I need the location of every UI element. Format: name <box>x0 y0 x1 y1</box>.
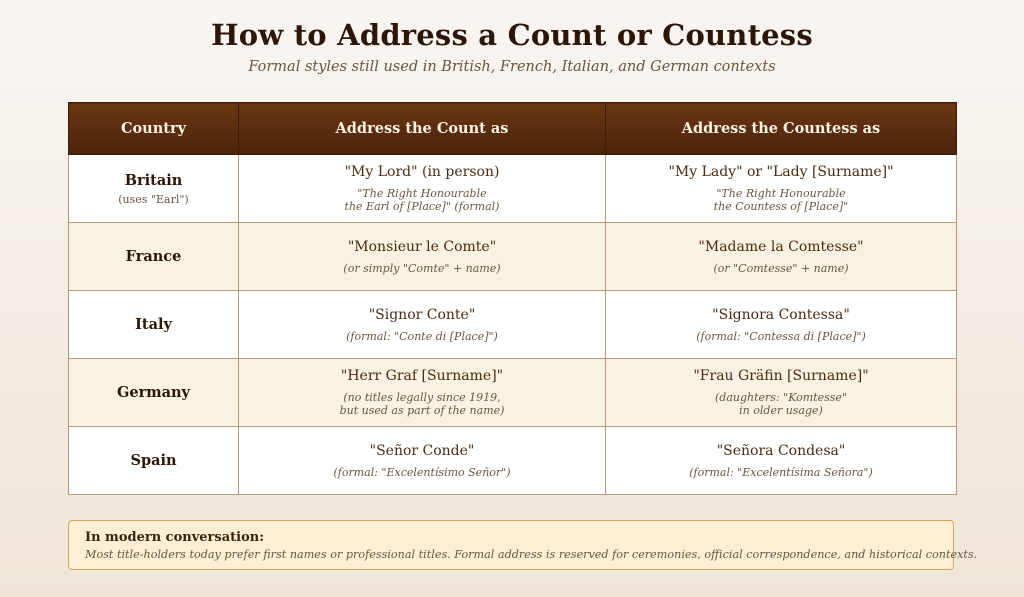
count-address-cell <box>239 359 606 427</box>
table-row <box>69 223 957 291</box>
country-cell <box>69 359 239 427</box>
note-text: Most title-holders today prefer first names or professional titles. Formal address is reserved for ceremonies, official correspondence, and historical contexts. <box>85 548 978 561</box>
table-row <box>69 291 957 359</box>
count-address-cell <box>239 291 606 359</box>
countess-address-cell <box>606 223 957 291</box>
countess-address-cell <box>606 155 957 223</box>
countess-address-note <box>612 391 950 417</box>
countess-address-note <box>612 466 950 479</box>
note-line: (formal: "Contessa di [Place]") <box>696 329 866 343</box>
count-address-note <box>245 187 599 213</box>
count-address-note <box>245 262 599 275</box>
note-line: (formal: "Excelentísima Señora") <box>689 465 873 479</box>
note-line: "The Right Honourable <box>357 187 487 200</box>
countess-address-note <box>612 330 950 343</box>
page-title: How to Address a Count or Countess <box>211 18 813 52</box>
country-name: Britain <box>124 171 183 189</box>
column-header-count: Address the Count as <box>239 103 606 155</box>
countess-address-cell <box>606 359 957 427</box>
country-name: France <box>125 248 182 265</box>
count-address: "My Lord" (in person) <box>344 164 500 180</box>
note-line: (no titles legally since 1919, <box>343 391 501 404</box>
countess-address-note <box>612 187 950 213</box>
note-line: the Countess of [Place]" <box>713 200 849 213</box>
country-name: Germany <box>117 384 190 401</box>
count-address: "Monsieur le Comte" <box>347 238 497 255</box>
countess-address: "Signora Contessa" <box>712 306 850 323</box>
page-subtitle: Formal styles still used in British, French, Italian, and German contexts <box>248 59 776 75</box>
country-cell <box>69 291 239 359</box>
address-table <box>68 102 957 495</box>
note-line: (formal: "Conte di [Place]") <box>346 329 498 343</box>
count-address-cell <box>239 155 606 223</box>
table-row <box>69 427 957 495</box>
countess-address: "Madame la Comtesse" <box>698 238 864 255</box>
column-header-country: Country <box>69 103 239 155</box>
countess-address-cell <box>606 427 957 495</box>
count-address-cell <box>239 427 606 495</box>
note-line: but used as part of the name) <box>339 404 505 417</box>
count-address: "Signor Conte" <box>368 306 476 323</box>
country-cell <box>69 223 239 291</box>
note-line: (or simply "Comte" + name) <box>343 261 501 275</box>
note-title: In modern conversation: <box>85 530 264 545</box>
country-name: Italy <box>135 316 172 333</box>
count-address-note <box>245 330 599 343</box>
count-address-cell <box>239 223 606 291</box>
note-line: in older usage) <box>739 404 823 417</box>
table-row <box>69 155 957 223</box>
modern-usage-note <box>68 520 978 570</box>
count-address-note <box>245 466 599 479</box>
count-address-note <box>245 391 599 417</box>
countess-address: "My Lady" or "Lady [Surname]" <box>668 164 894 180</box>
note-line: (formal: "Excelentísimo Señor") <box>333 465 511 479</box>
note-line: "The Right Honourable <box>716 187 846 200</box>
count-address: "Herr Graf [Surname]" <box>340 368 504 384</box>
column-header-countess: Address the Countess as <box>606 103 957 155</box>
countess-address-cell <box>606 291 957 359</box>
countess-address-note <box>612 262 950 275</box>
country-name: Spain <box>130 452 177 469</box>
countess-address: "Frau Gräfin [Surname]" <box>693 368 869 384</box>
note-line: the Earl of [Place]" (formal) <box>344 200 500 213</box>
count-address: "Señor Conde" <box>369 442 475 459</box>
note-line: (or "Comtesse" + name) <box>713 261 849 275</box>
note-line: (daughters: "Komtesse" <box>715 391 847 404</box>
table-row <box>69 359 957 427</box>
country-note: (uses "Earl") <box>118 192 189 206</box>
countess-address: "Señora Condesa" <box>716 442 846 459</box>
country-cell <box>69 155 239 223</box>
country-cell <box>69 427 239 495</box>
table-header-row <box>69 103 957 155</box>
